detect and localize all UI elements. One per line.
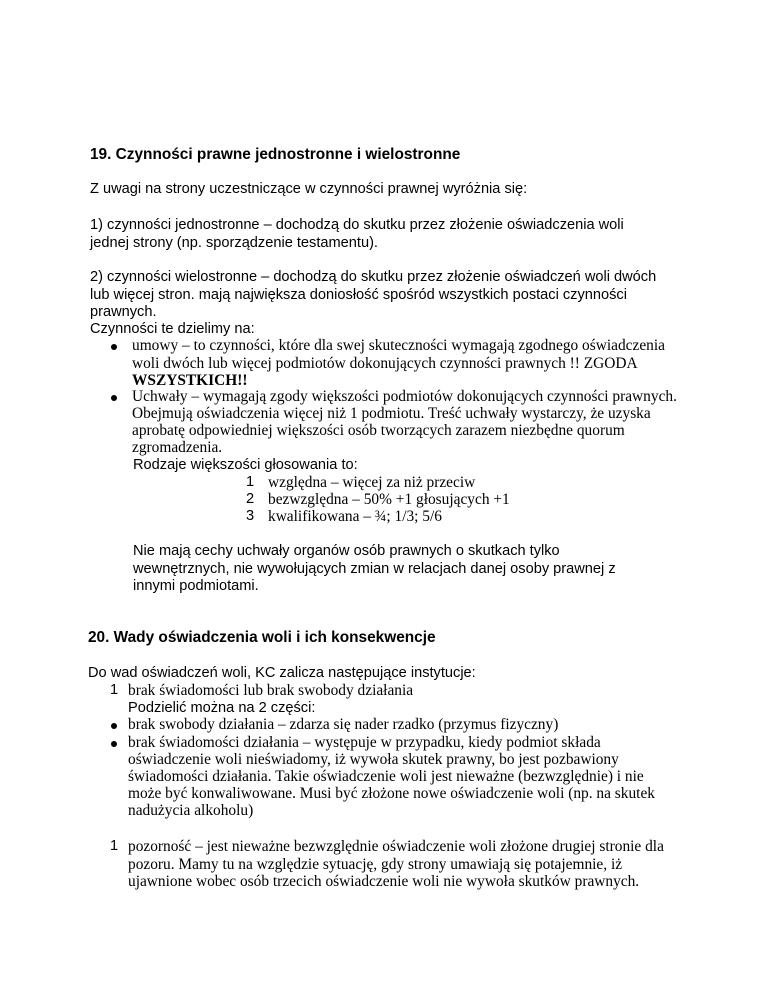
bullet-icon xyxy=(111,723,117,729)
majority-num: 2 xyxy=(246,491,255,507)
list-num: 1 xyxy=(110,838,119,854)
bullet-icon xyxy=(111,344,117,350)
umowy-line-3: WSZYSTKICH!! xyxy=(132,372,248,389)
uchwaly-line-4: zgromadzenia. xyxy=(132,439,223,456)
brak-swiadomosci-line-3: świadomości działania. Takie oświadczenie woli jest nieważne (bezwzględnie) i nie xyxy=(128,768,644,785)
brak-swiadomosci-line-2: oświadczenie woli nieświadomy, iż wywoła skutek prawny, bo jest pozbawiony xyxy=(128,751,619,768)
pozornosc-line-1: pozorność – jest nieważne bezwzględnie oświadczenie woli złożone drugiej stronie dla xyxy=(128,838,664,855)
bullet-icon xyxy=(111,395,117,401)
brak-swiadomosci-line-4: może być konwaliwowane. Musi być złożone nowe oświadczenie woli (np. na skutek xyxy=(128,785,655,802)
note-line-3: innymi podmiotami. xyxy=(133,578,259,594)
item-2-line-1: 2) czynności wielostronne – dochodzą do skutku przez złożenie oświadczeń woli dwóch xyxy=(90,269,657,285)
item-1-line-2: jednej strony (np. sporządzenie testamentu). xyxy=(90,235,378,251)
brak-swobody-line-1: brak swobody działania – zdarza się nader rzadko (przymus fizyczny) xyxy=(128,716,559,733)
item-2-line-2: lub więcej stron. mają największa doniosłość spośród wszystkich postaci czynności xyxy=(90,287,627,303)
majority-type-kwalifikowana: kwalifikowana – ¾; 1/3; 5/6 xyxy=(268,508,442,525)
subdivision-intro: Podzielić można na 2 części: xyxy=(128,700,316,716)
uchwaly-line-2: Obejmują oświadczenia więcej niż 1 podmiotu. Treść uchwały wystarczy, że uzyska xyxy=(132,405,651,422)
item-1-line-1: 1) czynności jednostronne – dochodzą do skutku przez złożenie oświadczenia woli xyxy=(90,217,624,233)
section-19-intro: Z uwagi na strony uczestniczące w czynności prawnej wyróżnia się: xyxy=(90,181,528,197)
division-intro: Czynności te dzielimy na: xyxy=(90,321,255,337)
list-num: 1 xyxy=(110,682,119,698)
umowy-line-2: woli dwóch lub więcej podmiotów dokonujących czynności prawnych !! ZGODA xyxy=(132,355,638,372)
majority-type-bezwzgledna: bezwzględna – 50% +1 głosujących +1 xyxy=(268,491,510,508)
brak-swiadomosci-line-5: nadużycia alkoholu) xyxy=(128,802,254,819)
brak-swiadomosci-line-1: brak świadomości działania – występuje w przypadku, kiedy podmiot składa xyxy=(128,734,601,751)
majority-type-wzgledna: względna – więcej za niż przeciw xyxy=(268,474,476,491)
majority-intro: Rodzaje większości głosowania to: xyxy=(133,457,358,473)
pozornosc-line-3: ujawnione wobec osób trzecich oświadczenie woli nie wywoła skutków prawnych. xyxy=(128,873,640,890)
majority-num: 1 xyxy=(246,474,255,490)
majority-num: 3 xyxy=(246,508,255,524)
note-line-2: wewnętrznych, nie wywołujących zmian w relacjach danej osoby prawnej z xyxy=(133,561,616,577)
uchwaly-line-1: Uchwały – wymagają zgody większości podmiotów dokonujących czynności prawnych. xyxy=(132,388,677,405)
uchwaly-line-3: aprobatę odpowiedniej większości osób tworzących zarazem niezbędne quorum xyxy=(132,422,625,439)
bullet-icon xyxy=(111,741,117,747)
section-20-intro: Do wad oświadczeń woli, KC zalicza następujące instytucje: xyxy=(88,665,476,681)
note-line-1: Nie mają cechy uchwały organów osób prawnych o skutkach tylko xyxy=(133,543,560,559)
umowy-line-1: umowy – to czynności, które dla swej skuteczności wymagają zgodnego oświadczenia xyxy=(132,337,665,354)
item-2-line-3: prawnych. xyxy=(90,304,157,320)
item-brak-swiadomosci: brak świadomości lub brak swobody działania xyxy=(128,682,414,699)
pozornosc-line-2: pozoru. Mamy tu na względzie sytuację, gdy strony umawiają się potajemnie, iż xyxy=(128,856,623,873)
section-19-heading: 19. Czynności prawne jednostronne i wielostronne xyxy=(90,146,461,163)
section-20-heading: 20. Wady oświadczenia woli i ich konsekwencje xyxy=(88,629,436,646)
